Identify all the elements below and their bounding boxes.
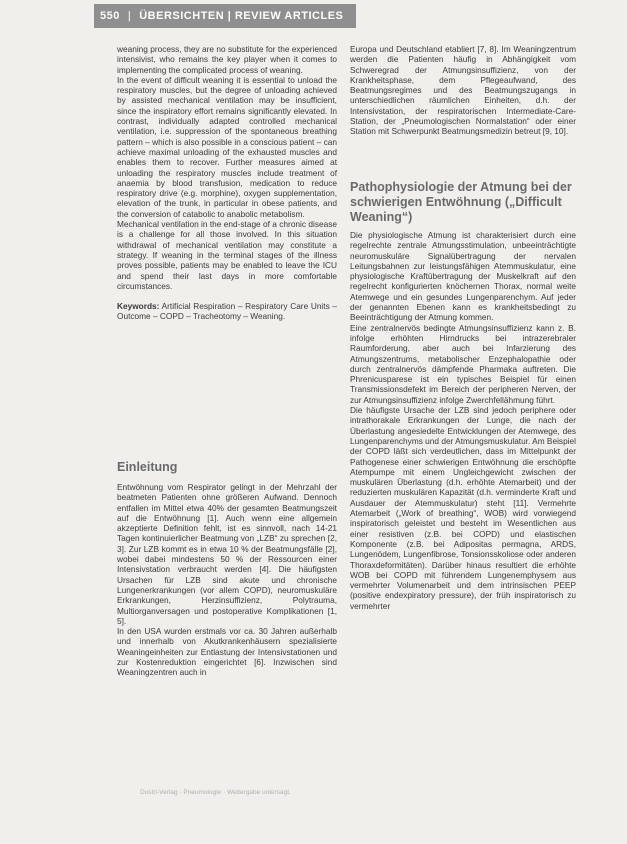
- section-heading-einleitung: Einleitung: [117, 460, 178, 474]
- body-paragraph: Die physiologische Atmung ist charakterisiert durch eine regelrechte zentrale Atmungsstimulation, unbeeinträchtigte neuromuskuläre Signalübertragung der nervalen Leitungsbahnen zur leistungsfähigen Atemmuskulatur, eine physiologische Kraftübertragung der Muskelkraft auf den regelrecht konfigurierten knöchernen Thorax, normal weite Atemwege und ein gesundes Lungenparenchym. Auf jeder der genannten Ebenen kann es krankheitsbedingt zu Beeinträchtigung der Atmung kommen.: [350, 230, 576, 323]
- abstract-paragraph: In the event of difficult weaning it is essential to unload the respiratory muscles, but the degree of unloading achieved by assisted mechanical ventilation may be insufficient, since the inspiratory effort remains significantly elevated. In contrast, individually adapted controlled mechanical ventilation, i.e. suppression of the spontaneous breathing pattern – which is also possible in a conscious patient – can achieve maximal unloading of the exhausted muscles and enables them to recover. Further measures aimed at unloading the respiratory muscles include treatment of anaemia by blood transfusion, medication to reduce respiratory drive (e.g. morphine), oxygen supplementation, elevation of the trunk, in particular in obese patients, and the conversion of catabolic to anabolic metabolism.: [117, 74, 337, 219]
- left-column-body: [117, 482, 337, 678]
- body-paragraph: In den USA wurden erstmals vor ca. 30 Jahren außerhalb und innerhalb von Akutkrankenhäusern spezialisierte Weaningeinheiten zur Entlastung der Intensivstationen und zur Kostenreduktion eingerichtet [6]. Inzwischen sind Weaningzentren auch in: [117, 626, 337, 678]
- right-column-top: [350, 44, 576, 137]
- section-heading-pathophysiologie: Pathophysiologie der Atmung bei der schwierigen Entwöhnung („Difficult Weaning“): [350, 180, 572, 224]
- body-paragraph: Die häufigste Ursache der LZB sind jedoch periphere oder intrathorakale Erkrankungen der Lunge, die nach der Überlastung angesiedelte Entwicklungen der Atemwege, des Lungenparenchyms und der Atmungsmuskulatur. Am Beispiel der COPD läßt sich verdeutlichen, dass im Mittelpunkt der Pathogenese einer schwierigen Entwöhnung die erschöpfte Atempumpe mit einem Ungleichgewicht zwischen der muskulären Überlastung (d.h. erhöhte Atemarbeit) und der reduzierten muskulären Kapazität (d.h. verminderte Kraft und Ausdauer der Atemmuskulatur) steht [11]. Vermehrte Atemarbeit („Work of breathing“, WOB) wird vorwiegend inspiratorisch geleistet und besteht im Wesentlichen aus einer resistiven (z.B. bei COPD) und elastischen Komponente (z.B. bei Adipositas permagna, ARDS, Lungenödem, Lungenfibrose, Tonsionsskoliose oder anderen Thoraxdeformitäten). Darüber hinaus resultiert die erhöhte WOB bei COPD mit führendem Lungenemphysem aus vermehrter Volumenarbeit und dem intrinsischen PEEP (positive endexpiratory pressure), der früh inspiratorisch zu vermehrter: [350, 405, 576, 611]
- header-title: ÜBERSICHTEN | REVIEW ARTICLES: [139, 10, 344, 22]
- running-header: [94, 4, 356, 28]
- keywords-text: Artificial Respiration – Respiratory Care Units – Outcome – COPD – Tracheotomy – Weaning.: [117, 301, 337, 322]
- page-number: 550: [100, 10, 120, 22]
- right-column-body: [350, 230, 576, 611]
- abstract-paragraph: weaning process, they are no substitute for the experienced intensivist, who remains the key player when it comes to implementing the complicated process of weaning.: [117, 44, 337, 75]
- header-separator: |: [127, 10, 132, 22]
- footer-watermark: Dustri-Verlag · Pneumologie · Weitergabe untersagt.: [140, 789, 291, 796]
- abstract-paragraph: Mechanical ventilation in the end-stage of a chronic disease is a challenge for all those involved. In this situation withdrawal of mechanical ventilation may constitute a strategy. If weaning in the terminal stages of the illness proves possible, patients may be enabled to leave the ICU and spend their last days in more comfortable circumstances.: [117, 219, 337, 291]
- body-paragraph: Eine zentralnervös bedingte Atmungsinsuffizienz kann z. B. infolge erhöhten Hirndrucks bei intrazerebraler Raumforderung, aber auch bei Infarzierung des Atmungszentrums, metabolischer Enzephalopathie oder durch zentralnervös dämpfende Pharmaka auftreten. Die Phrenicusparese ist ein typisches Beispiel für einen Transmissionsdefekt im Bereich der peripheren Nerven, der zur Atmungsinsuffizienz infolge Zwerchfellähmung führt.: [350, 322, 576, 405]
- left-column-abstract: [117, 44, 337, 322]
- keywords: [117, 301, 337, 322]
- keywords-label: Keywords:: [117, 301, 160, 312]
- body-paragraph: Europa und Deutschland etabliert [7, 8]. Im Weaningzentrum werden die Patienten häufig in Abhängigkeit vom Schweregrad der Atmungsinsuffizienz, von der Krankheitsphase, dem Pflegeaufwand, des Beatmungsregimes und des Beatmungszugangs in unterschiedlichen räumlichen Einheiten, d.h. der Intensivstation, der respiratorischen Intermediate-Care-Station, der „Pneumologischen Normalstation“ oder einer Station mit Schwerpunkt Beatmungsmedizin betreut [9, 10].: [350, 44, 576, 137]
- body-paragraph: Entwöhnung vom Respirator gelingt in der Mehrzahl der beatmeten Patienten ohne größeren Aufwand. Dennoch entfallen im Mittel etwa 40% der gesamten Beatmungszeit auf die Entwöhnung [1]. Auch wenn eine allgemein akzeptierte Definition fehlt, ist es sinnvoll, nach 14-21 Tagen kontinuierlicher Beatmung von „LZB“ zu sprechen [2, 3]. Zur LZB kommt es in etwa 10 % der Beatmungsfälle [2], wobei dabei mindestens 50 % der Ressourcen einer Intensivstation verbraucht werden [4]. Die häufigsten Ursachen für LZB sind akute und chronische Lungenerkrankungen (vor allem COPD), neuromuskuläre Erkrankungen, Herzinsuffizienz, Polytrauma, Multiorganversagen und postoperative Komplikationen [1, 5].: [117, 482, 337, 626]
